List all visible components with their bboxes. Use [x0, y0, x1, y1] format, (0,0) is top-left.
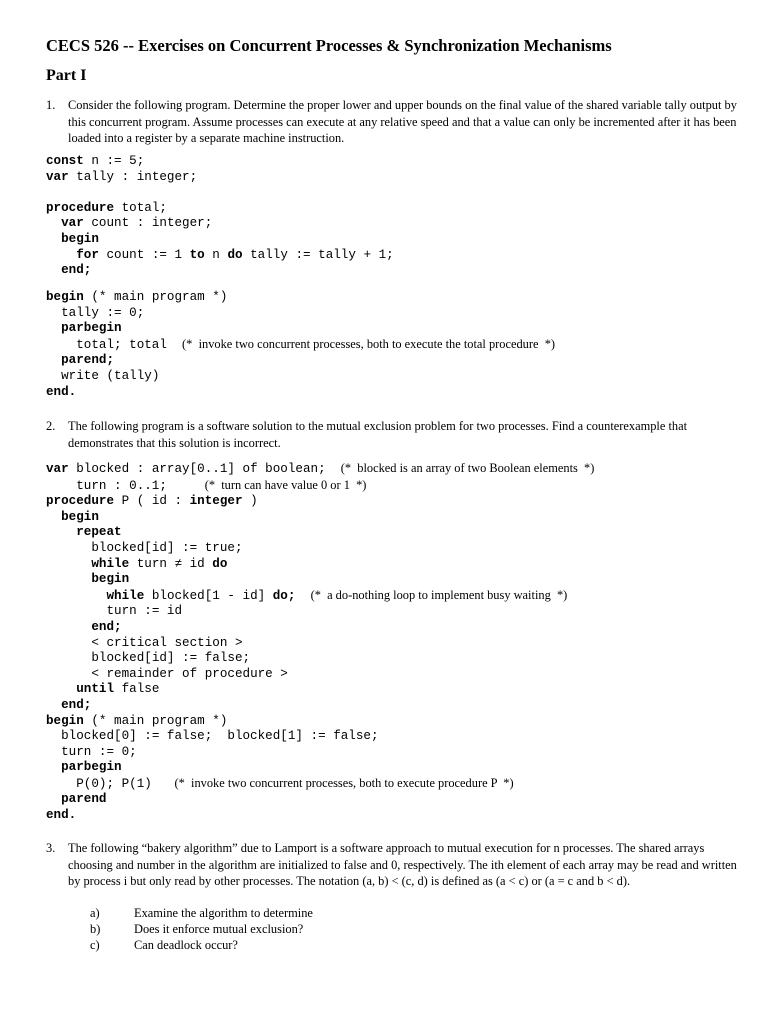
code-keyword: repeat — [76, 525, 122, 540]
code-keyword: end. — [46, 384, 77, 399]
code-comment: (* a do-nothing loop to implement busy waiting *) — [310, 587, 568, 602]
code-keyword: procedure — [46, 200, 115, 215]
code-keyword: begin — [46, 290, 84, 304]
code-keyword: parbegin — [61, 760, 122, 775]
code-comment: (* blocked is an array of two Boolean elements *) — [340, 461, 595, 475]
code-text: turn := id — [106, 604, 183, 619]
code-keyword: parend; — [61, 353, 115, 368]
code-text: tally := 0; — [61, 305, 145, 320]
code-keyword: var — [46, 169, 69, 184]
code-text: turn ≠ id — [129, 556, 213, 571]
document-title: CECS 526 -- Exercises on Concurrent Processes & Synchronization Mechanisms — [46, 36, 612, 55]
code-text: ) — [242, 494, 258, 509]
code-keyword: do — [212, 556, 228, 571]
code-text: blocked[id] := true; — [91, 540, 243, 555]
code-keyword: end; — [61, 697, 92, 712]
code-keyword: to — [189, 247, 205, 262]
question-3-text: The following “bakery algorithm” due to Lamport is a software approach to mutual execution for n processes. The shared arrays choosing and number in the algorithm are initialized to false and 0, respectively. The ith element of each array may be read and written by process i but only read by other processes. The notation (a, b) < (c, d) is defined as (a < c) or (a = c and b < d). — [68, 841, 737, 888]
code-keyword: end; — [91, 619, 122, 634]
code-text: write (tally) — [61, 368, 160, 383]
code-text: total; total — [76, 337, 183, 352]
code-keyword: procedure — [46, 494, 115, 509]
code-text: < remainder of procedure > — [91, 666, 288, 681]
question-2-code — [46, 461, 594, 824]
question-2 — [46, 418, 736, 452]
question-2-text: The following program is a software solution to the mutual exclusion problem for two processes. Find a counterexample that demonstrates that this solution is incorrect. — [68, 419, 688, 450]
code-text: (* main program *) — [83, 290, 228, 304]
code-text: false — [114, 682, 160, 697]
question-1-text: Consider the following program. Determine the proper lower and upper bounds on the final value of the shared variable tally output by this concurrent program. Assume processes can execute at any relative speed and that a value can only be incremented after it has been loaded into a register by a separate machine instruction. — [68, 98, 737, 145]
code-keyword: for — [76, 247, 99, 262]
code-text — [295, 589, 310, 603]
item-text: Can deadlock occur? — [134, 938, 238, 952]
code-keyword: const — [46, 154, 84, 168]
part-heading: Part I — [46, 67, 87, 84]
code-text: turn := 0; — [61, 744, 137, 759]
code-text: count : integer; — [83, 216, 213, 231]
code-keyword: parbegin — [61, 321, 122, 336]
question-2-number: 2. — [46, 419, 56, 433]
code-text: tally := tally + 1; — [242, 247, 394, 262]
question-3 — [46, 840, 736, 906]
code-keyword: begin — [61, 231, 99, 246]
code-keyword: while — [91, 556, 130, 571]
code-keyword: do; — [272, 588, 296, 603]
code-text: blocked[id] := false; — [91, 651, 251, 666]
code-text: (* main program *) — [83, 713, 228, 728]
code-text: P(0); P(1) — [76, 776, 175, 791]
item-label: a) — [90, 906, 100, 920]
question-1-main-code — [46, 290, 555, 400]
question-3-number: 3. — [46, 841, 56, 855]
code-keyword: end; — [61, 263, 92, 278]
question-1-number: 1. — [46, 98, 56, 112]
item-label: b) — [90, 922, 101, 936]
code-keyword: begin — [61, 509, 99, 524]
item-text: Examine the algorithm to determine — [134, 906, 313, 920]
item-label: c) — [90, 938, 100, 952]
code-keyword: var — [46, 462, 69, 476]
code-text: count := 1 — [98, 247, 190, 262]
code-keyword: end. — [46, 808, 77, 823]
code-text: < critical section > — [91, 635, 243, 650]
code-text: blocked : array[0..1] of boolean; — [68, 462, 341, 476]
code-text: n := 5; — [83, 154, 145, 168]
code-comment: (* invoke two concurrent processes, both to execute procedure P *) — [174, 775, 514, 790]
code-keyword: begin — [46, 713, 84, 728]
code-comment: (* turn can have value 0 or 1 *) — [204, 477, 367, 492]
code-keyword: parend — [61, 792, 107, 807]
code-text: blocked[1 - id] — [144, 588, 273, 603]
code-keyword: var — [61, 216, 84, 231]
code-keyword: begin — [91, 572, 130, 587]
code-text: blocked[0] := false; blocked[1] := false; — [61, 729, 379, 744]
code-keyword: do — [227, 247, 243, 262]
code-text: n — [204, 247, 228, 262]
code-text: P ( id : — [114, 494, 190, 509]
code-keyword: until — [76, 682, 115, 697]
question-1 — [46, 97, 736, 147]
code-text: total; — [114, 200, 167, 215]
question-1-code — [46, 154, 394, 279]
code-comment: (* invoke two concurrent processes, both to execute the total procedure *) — [182, 336, 556, 351]
code-keyword: while — [106, 588, 145, 603]
code-text: turn : 0..1; — [76, 478, 205, 493]
code-text: tally : integer; — [68, 169, 198, 184]
item-text: Does it enforce mutual exclusion? — [134, 922, 304, 936]
code-keyword: integer — [189, 494, 243, 509]
